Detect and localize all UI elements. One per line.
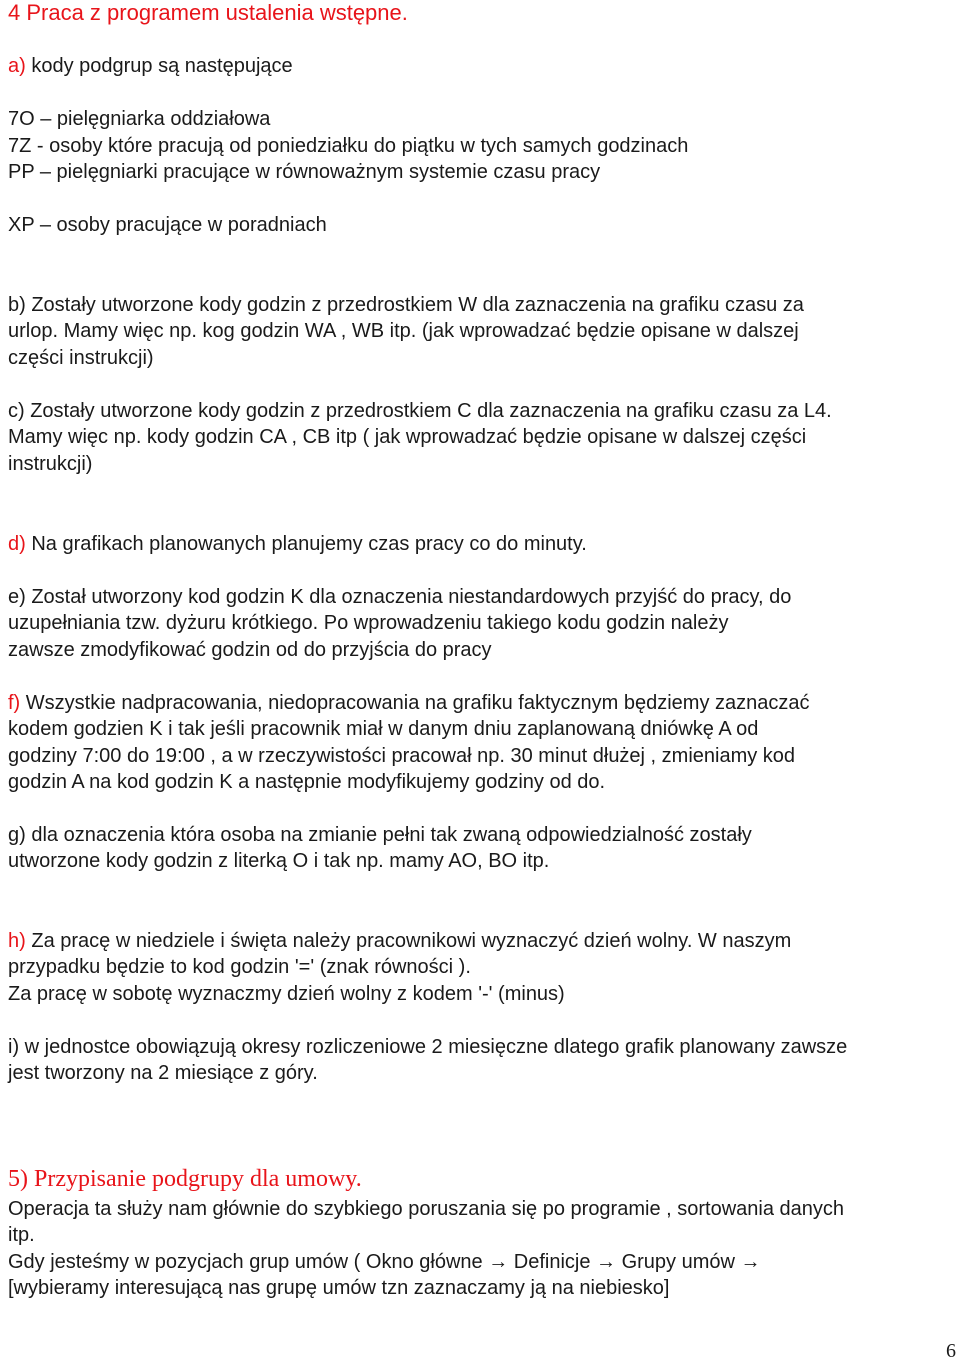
item-g-line: utworzone kody godzin z literką O i tak np. mamy AO, BO itp. (8, 850, 550, 872)
item-h-line: przypadku będzie to kod godzin '=' (znak równości ). (8, 956, 471, 978)
item-g-line: g) dla oznaczenia która osoba na zmianie pełni tak zwaną odpowiedzialność zostały (8, 824, 752, 846)
podgroup-code-xp: XP – osoby pracujące w poradniach (8, 214, 327, 236)
section5-line: Operacja ta służy nam głównie do szybkiego poruszania się po programie , sortowania danych (8, 1198, 845, 1220)
item-a-title (8, 53, 293, 79)
podgroup-code-7z: 7Z - osoby które pracują od poniedziałku do piątku w tych samych godzinach (8, 135, 689, 157)
item-a-text: kody podgrup są następujące (25, 55, 293, 77)
item-f-letter: f) (8, 692, 21, 714)
item-e-line: e) Został utworzony kod godzin K dla oznaczenia niestandardowych przyjść do pracy, do (8, 586, 792, 608)
page-number: 6 (946, 1340, 956, 1362)
item-i-line: i) w jednostce obowiązują okresy rozliczeniowe 2 miesięczne dlatego grafik planowany zawsze (8, 1036, 848, 1058)
item-h-line: Za pracę w sobotę wyznaczmy dzień wolny z kodem '-' (minus) (8, 983, 565, 1005)
item-a-letter: a) (8, 55, 26, 77)
item-e-line: zawsze zmodyfikować godzin od do przyjścia do pracy (8, 639, 492, 661)
item-d-line (8, 531, 587, 557)
section5-line: Gdy jesteśmy w pozycjach grup umów ( Okno główne → Definicje → Grupy umów → (8, 1251, 761, 1273)
section5-heading: 5) Przypisanie podgrupy dla umowy. (8, 1166, 362, 1192)
item-f-line: godzin A na kod godzin K a następnie modyfikujemy godziny od do. (8, 771, 606, 793)
item-c-line: instrukcji) (8, 453, 93, 475)
item-f-text: Wszystkie nadpracowania, niedopracowania na grafiku faktycznym będziemy zaznaczać (20, 692, 810, 714)
item-e-line: uzupełniania tzw. dyżuru krótkiego. Po wprowadzeniu takiego kodu godzin należy (8, 612, 729, 634)
item-h-letter: h) (8, 930, 26, 952)
item-d-letter: d) (8, 533, 26, 555)
item-f-line: godziny 7:00 do 19:00 , a w rzeczywistości pracował np. 30 minut dłużej , zmieniamy kod (8, 745, 796, 767)
item-c-line: Mamy więc np. kody godzin CA , CB itp ( jak wprowadzać będzie opisane w dalszej części (8, 426, 807, 448)
item-c-line: c) Zostały utworzone kody godzin z przedrostkiem C dla zaznaczenia na grafiku czasu za L4. (8, 400, 832, 422)
podgroup-code-7o: 7O – pielęgniarka oddziałowa (8, 108, 271, 130)
section5-line: [wybieramy interesującą nas grupę umów tzn zaznaczamy ją na niebiesko] (8, 1277, 670, 1299)
section5-line: itp. (8, 1224, 35, 1246)
podgroup-code-pp: PP – pielęgniarki pracujące w równoważnym systemie czasu pracy (8, 161, 601, 183)
item-h-text: Za pracę w niedziele i święta należy pracownikowi wyznaczyć dzień wolny. W naszym (25, 930, 792, 952)
item-h-line (8, 928, 791, 954)
item-f-line: kodem godzien K i tak jeśli pracownik miał w danym dniu zaplanowaną dniówkę A od (8, 718, 759, 740)
item-b-line: b) Zostały utworzone kody godzin z przedrostkiem W dla zaznaczenia na grafiku czasu za (8, 294, 804, 316)
item-f-line (8, 690, 810, 716)
item-b-line: urlop. Mamy więc np. kog godzin WA , WB itp. (jak wprowadzać będzie opisane w dalszej (8, 320, 799, 342)
item-b-line: części instrukcji) (8, 347, 154, 369)
item-i-line: jest tworzony na 2 miesiące z góry. (8, 1062, 318, 1084)
section-heading: 4 Praca z programem ustalenia wstępne. (8, 0, 408, 25)
item-d-text: Na grafikach planowanych planujemy czas pracy co do minuty. (25, 533, 587, 555)
